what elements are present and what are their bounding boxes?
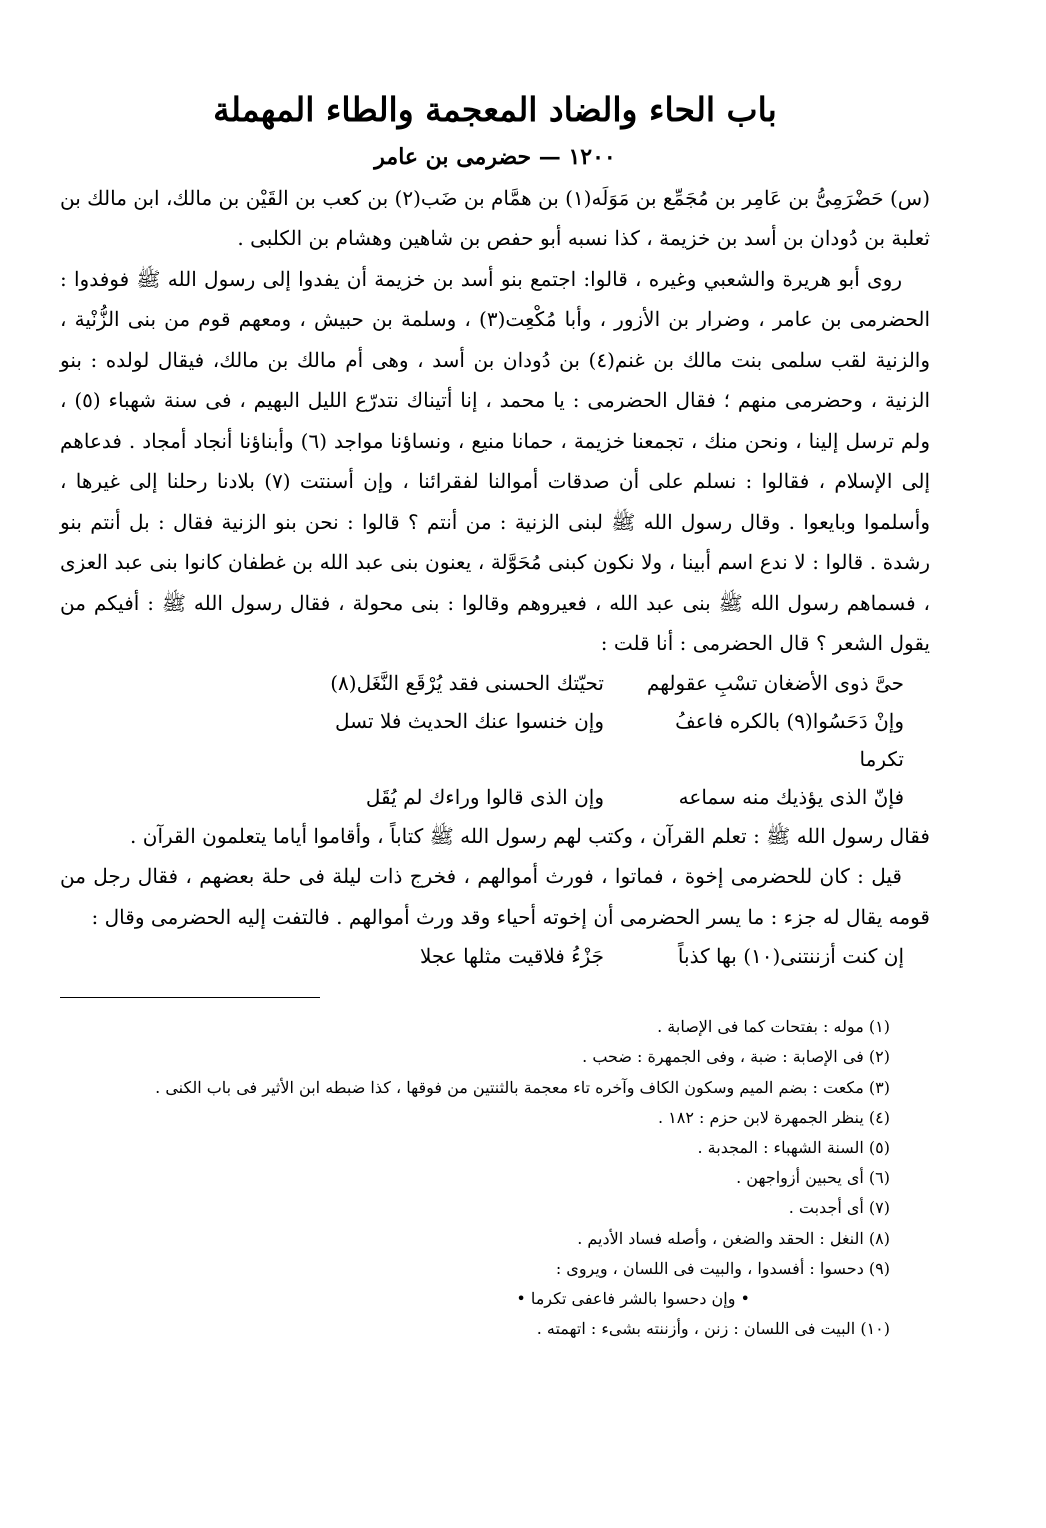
genealogy-paragraph: (س) حَضْرَمِىُّ بن عَامِر بن مُجَمِّع بن مَوَلَه(١) بن همَّام بن ضَب(٢) بن كعب بن القَيْن بن مالك، ابن مالك بن ثعلبة بن دُودان بن أسد بن خزيمة ، كذا نسبه أبو حفص بن شاهين وهشام بن الكلبى .: [60, 185, 931, 251]
footnote: (٨) النغل : الحقد والضغن ، وأصله فساد الأديم .: [577, 1228, 890, 1248]
verse-first-hemistich: فإنّ الذى يؤذيك منه سماعه: [678, 784, 904, 809]
verse-first-hemistich: حىَّ ذوى الأضغان تسْبِ عقولهم: [646, 670, 904, 695]
footnote: (٣) مكعت : بضم الميم وسكون الكاف وآخره تاء معجمة بالثنتين من فوقها ، كذا ضبطه ابن الأثير فى باب الكنى .: [155, 1077, 890, 1097]
footnote: (٢) فى الإصابة : ضبة ، وفى الجمهرة : ضحب .: [582, 1047, 890, 1067]
poem: [60, 664, 904, 816]
verse-second-hemistich: وإن الذى قالوا وراءك لم يُقَل: [365, 784, 604, 809]
poem-verse: [60, 937, 904, 975]
footnote: (١) موله : بفتحات كما فى الإصابة .: [657, 1017, 890, 1037]
verse-second-hemistich: تحيّتك الحسنى فقد يُرْقَع النَّغَل(٨): [330, 670, 604, 695]
verse-second-hemistich: وإن خنسوا عنك الحديث فلا تسل: [335, 708, 604, 733]
footnote: (٦) أى يحبين أزواجهن .: [736, 1168, 890, 1188]
verse-first-hemistich: إن كنت أزننتنى(١٠) بها كذباً: [677, 944, 904, 969]
footnote: (٥) السنة الشهباء : المجدبة .: [697, 1137, 890, 1157]
poem-verse: [60, 664, 904, 702]
prophet-reply-paragraph: فقال رسول الله ﷺ : تعلم القرآن ، وكتب لهم رسول الله ﷺ كتاباً ، وأقاموا أياما يتعلمون القرآن .: [130, 823, 930, 848]
footnote: (٧) أى أجدبت .: [788, 1198, 890, 1218]
poem-verse: [60, 778, 904, 816]
verse-first-hemistich: وإنْ دَحَسُوا(٩) بالكره فاعفُ تكرما: [675, 708, 904, 771]
poem-verse: [60, 702, 904, 778]
entry-title: ١٢٠٠ — حضرمى بن عامر: [374, 143, 616, 170]
footnotes: [60, 1012, 890, 1344]
final-verse: [60, 937, 904, 975]
footnote: (٩) دحسوا : أفسدوا ، والبيت فى اللسان ، ويروى :: [555, 1258, 890, 1278]
verse-second-hemistich: جَزْءُ فلاقيت مثلها عجلا: [419, 944, 604, 969]
footnote-divider: [60, 997, 320, 998]
footnote: (١٠) البيت فى اللسان : زنن ، وأزننته بشىء : اتهمته .: [536, 1319, 890, 1339]
footnote-verse: • وإن دحسوا بالشر فاعفى تكرما •: [516, 1288, 750, 1308]
document-page: [60, 90, 930, 1344]
narrative-paragraph: روى أبو هريرة والشعبي وغيره ، قالوا: اجتمع بنو أسد بن خزيمة أن يفدوا إلى رسول الله ﷺ فوفدوا : الحضرمى بن عامر ، وضرار بن الأزور ، وأبا مُكْعِت(٣) ، وسلمة بن حبيش ، ومعهم قوم من بنى الزُّنْية ، والزنية لقب سلمى بنت مالك بن غنم(٤) بن دُودان بن أسد ، وهى أم مالك بن مالك، فيقال لولده : بنو الزنية ، وحضرمى منهم ؛ فقال الحضرمى : يا محمد ، إنا أتيناك نتدرّع الليل البهيم ، فى سنة شهباء (٥) ، ولم ترسل إلينا ، ونحن منك ، تجمعنا خزيمة ، حمانا منيع ، ونساؤنا مواجد (٦) وأبناؤنا أنجاد أمجاد . فدعاهم إلى الإسلام ، فقالوا : نسلم على أن صدقات أموالنا لفقرائنا ، وإن أسنتت (٧) بلادنا رحلنا إلى غيرها ، وأسلموا وبايعوا . وقال رسول الله ﷺ لبنى الزنية : من أنتم ؟ قالوا : نحن بنو الزنية فقال : بل أنتم بنو رشدة . قالوا : لا ندع اسم أبينا ، ولا نكون كبنى مُحَوَّلة ، يعنون بنى عبد الله بن غطفان كانوا بنى عبد العزى ، فسماهم رسول الله ﷺ بنى عبد الله ، فعيروهم وقالوا : بنى محولة ، فقال رسول الله ﷺ : أفيكم من يقول الشعر ؟ قال الحضرمى : أنا قلت :: [60, 266, 931, 656]
footnote: (٤) ينظر الجمهرة لابن حزم : ١٨٢ .: [657, 1107, 890, 1127]
brothers-paragraph: قيل : كان للحضرمى إخوة ، فماتوا ، فورث أموالهم ، فخرج ذات ليلة فى حلة بعضهم ، فقال رجل من قومه يقال له جزء : ما يسر الحضرمى أن إخوته أحياء وقد ورث أموالهم . فالتفت إليه الحضرمى وقال :: [60, 864, 930, 929]
chapter-title: باب الحاء والضاد المعجمة والطاء المهملة: [213, 90, 777, 129]
